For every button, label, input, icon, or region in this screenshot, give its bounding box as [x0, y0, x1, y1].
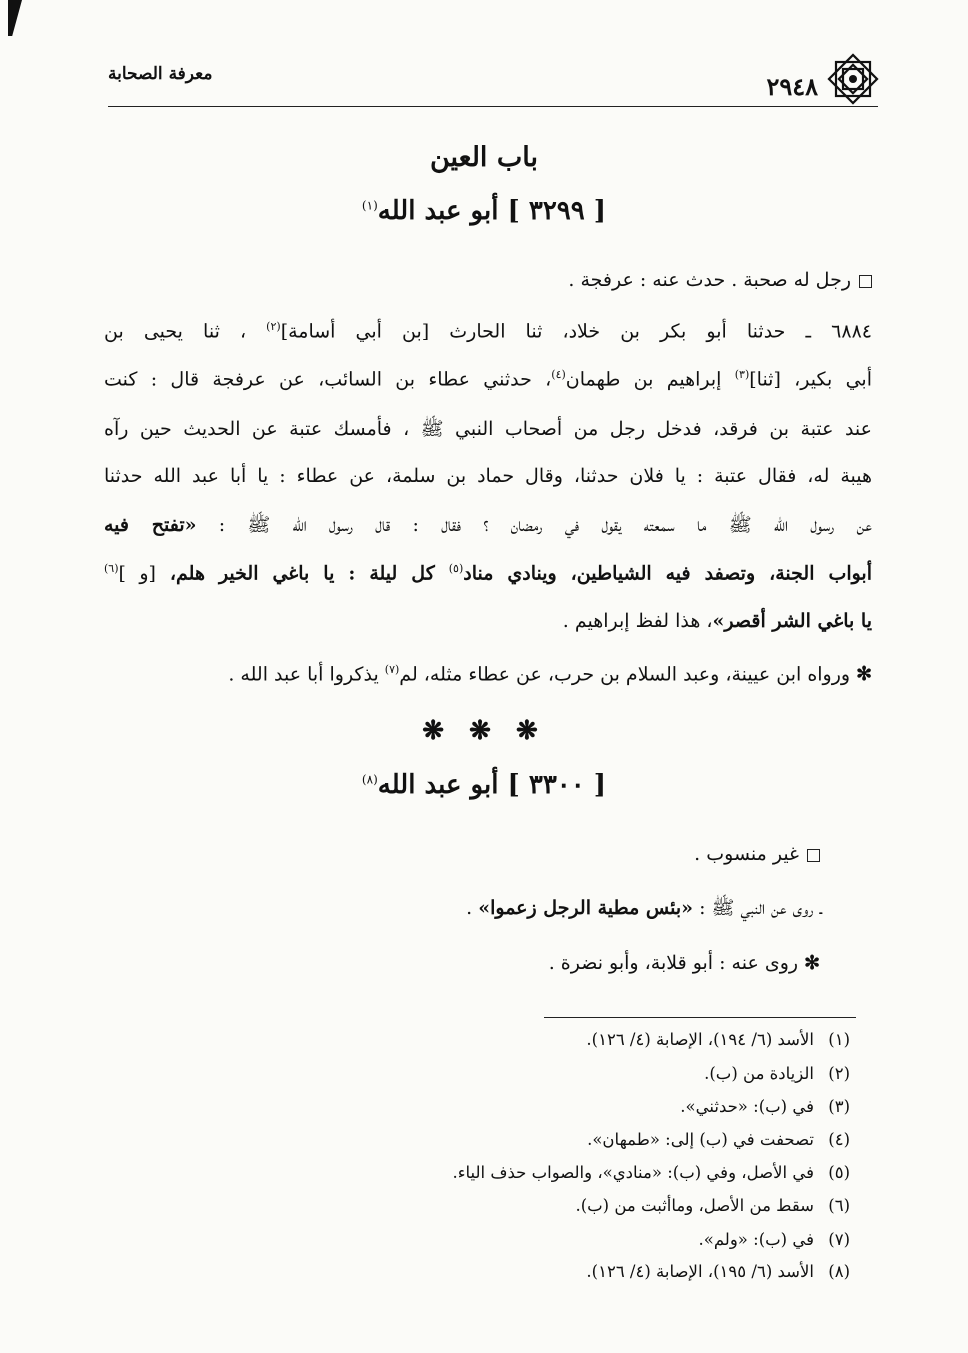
book-title: معرفة الصحابة [108, 64, 213, 84]
footnote-ref: (٧) [384, 663, 400, 676]
chapter-title: باب العين [429, 142, 538, 173]
footnote-text: الزيادة من (ب). [704, 1064, 814, 1083]
line-text: هيبة له، فقال عتبة : يا فلان حدثنا، وقال حماد بن سلمة، عن عطاء : يا أبا عبد الله حدثنا [104, 465, 872, 487]
footnote-text: تصحفت في (ب) إلى: «طمهان». [587, 1130, 814, 1149]
text-line [549, 952, 820, 974]
footnote-number: (٥) [828, 1163, 850, 1182]
footnote-text: الأسد (٦/ ١٩٤)، الإصابة (٤/ ١٢٦). [586, 1030, 814, 1049]
line-text: رجل له صحبة . حدث عنه : عرفجة . [568, 269, 851, 291]
line-text: ٦٨٨٤ ـ حدثنا أبو بكر بن خلاد، ثنا الحارث [بن أبي أسامة] [280, 320, 872, 343]
hadith-line [104, 368, 872, 390]
scan-edge-mark [8, 0, 22, 36]
line-text: ، ثنا يحيى بن [104, 320, 267, 343]
line-text: ، حدثني عطاء بن السائب، عن عرفجة قال : كنت [104, 368, 552, 391]
line-text: عند عتبة بن فرقد، فدخل رجل من أصحاب النبي ﷺ ، فأمسك عتبة عن الحديث حين رآه [104, 418, 872, 440]
text-line [466, 896, 822, 924]
entry-heading [0, 196, 968, 226]
entry-heading [0, 770, 968, 800]
footnote-number: (٣) [828, 1097, 850, 1116]
text-line [228, 663, 872, 685]
footnote-ref: (١) [361, 198, 378, 213]
running-header [108, 58, 878, 107]
footnote [586, 1262, 850, 1281]
footnote [680, 1097, 850, 1116]
hadith-line [104, 465, 872, 487]
footnote [698, 1230, 850, 1249]
line-text: أبي بكير، [ثنا] [749, 368, 872, 391]
footnote-ref: (٤) [551, 368, 566, 381]
footnote-number: (٦) [828, 1196, 850, 1215]
hadith-line [104, 417, 872, 445]
quoted-text: كل ليلة : يا باغي الخير هلم، [155, 562, 449, 585]
quoted-text: «بئس مطية الرجل زعموا» [478, 897, 694, 919]
footnote-number: (٢) [828, 1064, 850, 1083]
footnote-ref: (٦) [104, 562, 119, 575]
footnote-ref: (٥) [448, 562, 464, 575]
hadith-line [104, 513, 872, 541]
footnote-number: (٨) [828, 1262, 850, 1281]
asterisk-bullet-icon: ✻ [804, 952, 820, 974]
line-text: ورواه ابن عيينة، وعبد السلام بن حرب، عن عطاء مثله، لم [399, 663, 851, 686]
footnote-text: سقط من الأصل، وماأثبت من (ب). [575, 1196, 814, 1215]
entry-heading-text: [ ٣٢٩٩ ] أبو عبد الله [377, 196, 607, 226]
footnote [586, 1030, 850, 1049]
section-divider-stars: ❋ ❋ ❋ [422, 716, 546, 746]
quoted-text: «تفتح فيه [104, 514, 197, 536]
line-text: [و ] [118, 562, 156, 585]
line-text: ، هذا لفظ إبراهيم . [562, 610, 713, 632]
line-text: غير منسوب . [694, 843, 799, 865]
line-text: روى عنه : أبو قلابة، وأبو نضرة . [548, 952, 799, 974]
asterisk-bullet-icon: ✻ [856, 663, 872, 686]
footnote [704, 1064, 850, 1083]
footnote-text: في (ب): «ولم». [698, 1230, 814, 1249]
footnote-ref: (٣) [734, 368, 750, 381]
line-text: عن رسول الله ﷺ ما سمعته يقول في رمضان ؟ فقال : قال رسول الله ﷺ : [196, 514, 872, 536]
text-line [568, 269, 872, 291]
line-text: يذكروا أبا عبد الله . [228, 663, 385, 686]
footnote-text: في (ب): «حدثني». [680, 1097, 814, 1116]
line-text: إبراهيم بن طهمان [565, 368, 735, 391]
text-line [694, 843, 820, 865]
hadith-line [104, 320, 872, 342]
footnote [453, 1163, 851, 1182]
footnote-separator [544, 1017, 856, 1018]
footnote-number: (١) [828, 1030, 850, 1049]
hadith-line [563, 610, 872, 632]
footnote-text: الأسد (٦/ ١٩٥)، الإصابة (٤/ ١٢٦). [586, 1262, 814, 1281]
square-bullet-icon [807, 849, 820, 862]
footnote [587, 1130, 850, 1149]
line-text: . [466, 897, 479, 919]
footnote-ref: (٢) [266, 320, 281, 333]
page-number: ٢٩٤٨ [766, 72, 818, 101]
star-ornament-icon [822, 48, 884, 110]
quoted-text: يا باغي الشر أقصر» [712, 610, 872, 632]
footnote [575, 1196, 850, 1215]
footnote-text: في الأصل، وفي (ب): «منادي»، والصواب حذف الياء. [452, 1163, 814, 1182]
entry-heading-text: [ ٣٣٠٠ ] أبو عبد الله [377, 770, 607, 800]
footnote-ref: (٨) [361, 772, 378, 787]
footnote-number: (٧) [828, 1230, 850, 1249]
square-bullet-icon [859, 275, 872, 288]
quoted-text: أبواب الجنة، وتصفد فيه الشياطين، وينادي مناد [463, 562, 872, 585]
line-text: ـ روى عن النبي ﷺ : [693, 897, 822, 919]
hadith-line [104, 562, 872, 584]
footnote-number: (٤) [828, 1130, 850, 1149]
